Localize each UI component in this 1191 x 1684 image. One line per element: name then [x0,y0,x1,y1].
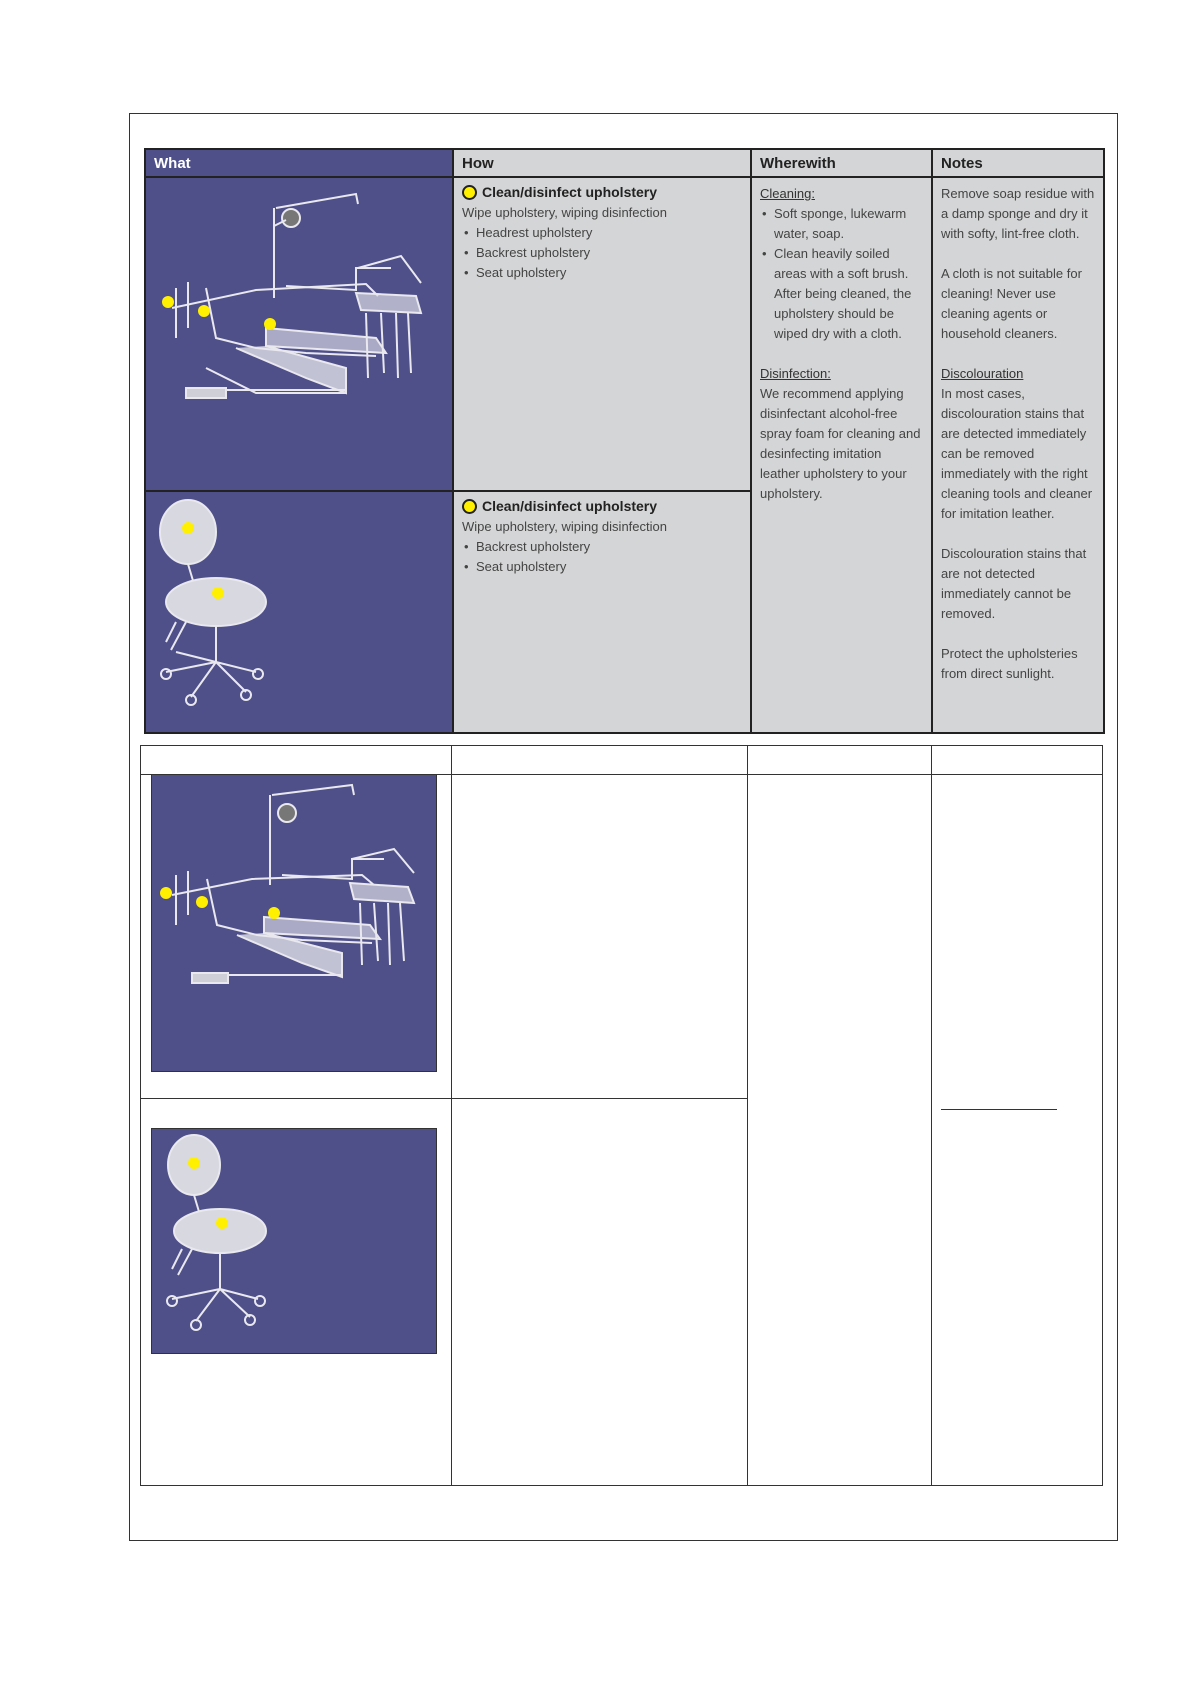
header-wherewith: Wherewith [750,150,931,178]
notes-p2: A cloth is not suitable for cleaning! Never use cleaning agents or household cleaners. [941,266,1082,341]
header-what: What [146,150,452,178]
list-item: • Backrest upholstery [476,243,742,263]
how-lower-cell [452,492,750,732]
short-rule [941,1109,1057,1110]
how-lower-title [462,498,742,514]
column-divider [451,746,452,1485]
header-notes: Notes [931,150,1103,178]
how-upper-intro: Wipe upholstery, wiping disinfection [462,205,667,220]
notes-cell [931,178,1103,732]
marker-stool-backrest [182,522,194,534]
how-lower-title-text: Clean/disinfect upholstery [482,498,658,514]
notes-p3: In most cases, discolouration stains that are detected immediately can be removed immediately with the right cleaning tools and cleaner for imitation leather. [941,386,1093,521]
column-divider [747,746,748,1485]
marker-headrest [162,296,174,308]
dental-stool-image [146,492,452,732]
upholstery-table [144,148,1105,734]
list-item: • Seat upholstery [476,263,742,283]
notes-p4: Discolouration stains that are not detected immediately cannot be removed. [941,546,1087,621]
how-upper-title [462,184,742,200]
marker-stool-seat [216,1217,228,1229]
list-item: • Backrest upholstery [476,537,742,557]
wherewith-cell [750,178,931,732]
notes-p5: Protect the upholsteries from direct sunlight. [941,646,1078,681]
marker-seat [264,318,276,330]
yellow-marker-icon [462,499,477,514]
list-item: • Soft sponge, lukewarm water, soap. [774,204,923,244]
disinfection-heading: Disinfection: [760,366,831,381]
cleaning-heading: Cleaning: [760,186,815,201]
how-upper-cell [452,178,750,492]
how-lower-list [462,537,742,577]
how-upper-list [462,223,742,283]
cleaning-list [760,204,923,344]
column-divider [931,746,932,1485]
marker-stool-seat [212,587,224,599]
row-divider [141,1098,747,1099]
dental-stool-drawing [146,492,452,732]
marker-headrest [160,887,172,899]
dental-stool-image [151,1128,437,1354]
marker-backrest [196,896,208,908]
marker-seat [268,907,280,919]
dental-stool-drawing [152,1129,437,1353]
how-upper-title-text: Clean/disinfect upholstery [482,184,658,200]
marker-stool-backrest [188,1157,200,1169]
list-item: • Headrest upholstery [476,223,742,243]
dental-unit-image [146,178,452,492]
dental-unit-image [151,774,437,1072]
how-lower-intro: Wipe upholstery, wiping disinfection [462,519,667,534]
marker-backrest [198,305,210,317]
empty-template-table [140,745,1103,1486]
discolouration-heading: Discolouration [941,366,1024,381]
list-item: • Clean heavily soiled areas with a soft brush. After being cleaned, the upholstery should be wiped dry with a cloth. [774,244,923,344]
dental-unit-drawing [152,775,437,1071]
dental-unit-drawing [146,178,452,490]
disinfection-text: We recommend applying disinfectant alcohol-free spray foam for cleaning and desinfecting imitation leather upholstery to your upholstery. [760,386,921,501]
list-item: • Seat upholstery [476,557,742,577]
header-how: How [452,150,750,178]
yellow-marker-icon [462,185,477,200]
notes-p1: Remove soap residue with a damp sponge and dry it with softy, lint-free cloth. [941,186,1095,241]
